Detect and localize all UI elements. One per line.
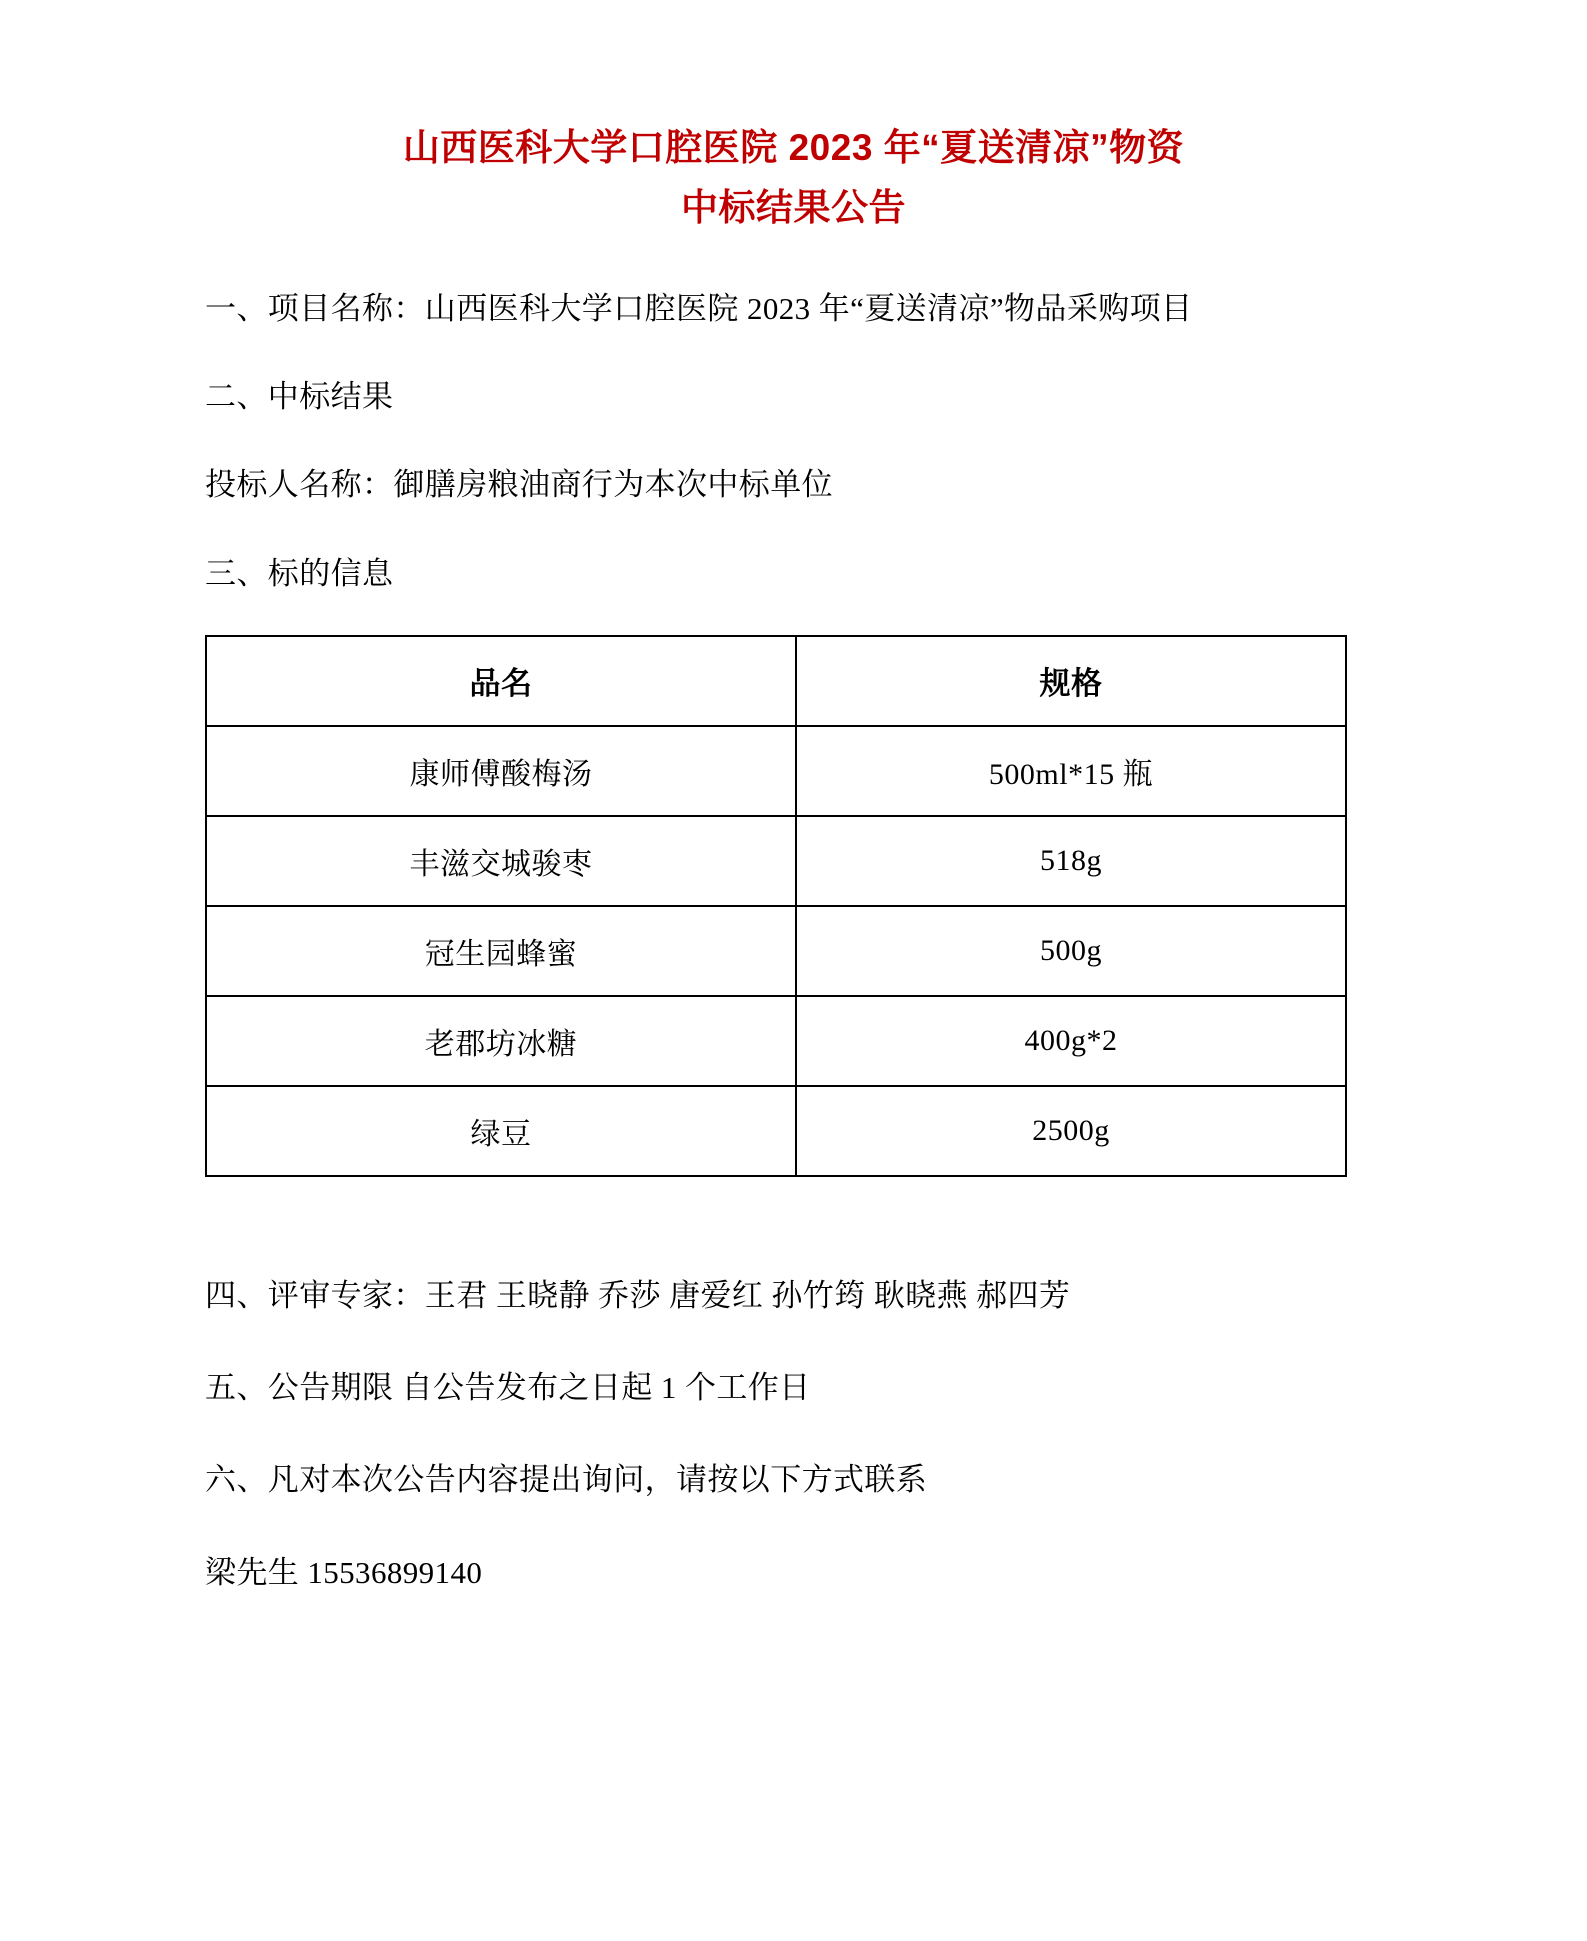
section-announcement-period: 五、公告期限 自公告发布之日起 1 个工作日 — [205, 1370, 811, 1406]
cell-product-name: 康师傅酸梅汤 — [206, 726, 796, 816]
table-row — [206, 1086, 1346, 1176]
cell-product-name: 丰滋交城骏枣 — [206, 816, 796, 906]
table-row — [206, 726, 1346, 816]
table-header-specification: 规格 — [796, 636, 1346, 726]
table-header-product-name: 品名 — [206, 636, 796, 726]
cell-product-name: 老郡坊冰糖 — [206, 996, 796, 1086]
table-row — [206, 816, 1346, 906]
cell-specification: 500g — [796, 906, 1346, 996]
table-row — [206, 906, 1346, 996]
page-title-line-1: 山西医科大学口腔医院 2023 年“夏送清凉”物资 — [402, 127, 1185, 168]
section-subject-info-heading: 三、标的信息 — [205, 555, 394, 591]
cell-product-name: 绿豆 — [206, 1086, 796, 1176]
document-tail — [150, 1269, 1437, 1600]
cell-specification: 2500g — [796, 1086, 1346, 1176]
cell-specification: 518g — [796, 816, 1346, 906]
section-project-name: 一、项目名称：山西医科大学口腔医院 2023 年“夏送清凉”物品采购项目 — [205, 290, 1193, 326]
cell-specification: 400g*2 — [796, 996, 1346, 1086]
section-bidder-name: 投标人名称：御膳房粮油商行为本次中标单位 — [205, 467, 833, 503]
table-spacer — [150, 1177, 1437, 1269]
section-bid-result-heading: 二、中标结果 — [205, 379, 394, 415]
goods-table — [205, 635, 1347, 1177]
cell-product-name: 冠生园蜂蜜 — [206, 906, 796, 996]
cell-specification: 500ml*15 瓶 — [796, 726, 1346, 816]
page-title — [150, 118, 1437, 238]
section-inquiry-notice: 六、凡对本次公告内容提出询问，请按以下方式联系 — [205, 1462, 928, 1498]
contact-info: 梁先生 15536899140 — [205, 1554, 483, 1590]
table-header-row — [206, 636, 1346, 726]
section-review-experts: 四、评审专家：王君 王晓静 乔莎 唐爱红 孙竹筠 耿晓燕 郝四芳 — [205, 1277, 1071, 1313]
table-row — [206, 996, 1346, 1086]
page-title-line-2: 中标结果公告 — [681, 186, 906, 228]
